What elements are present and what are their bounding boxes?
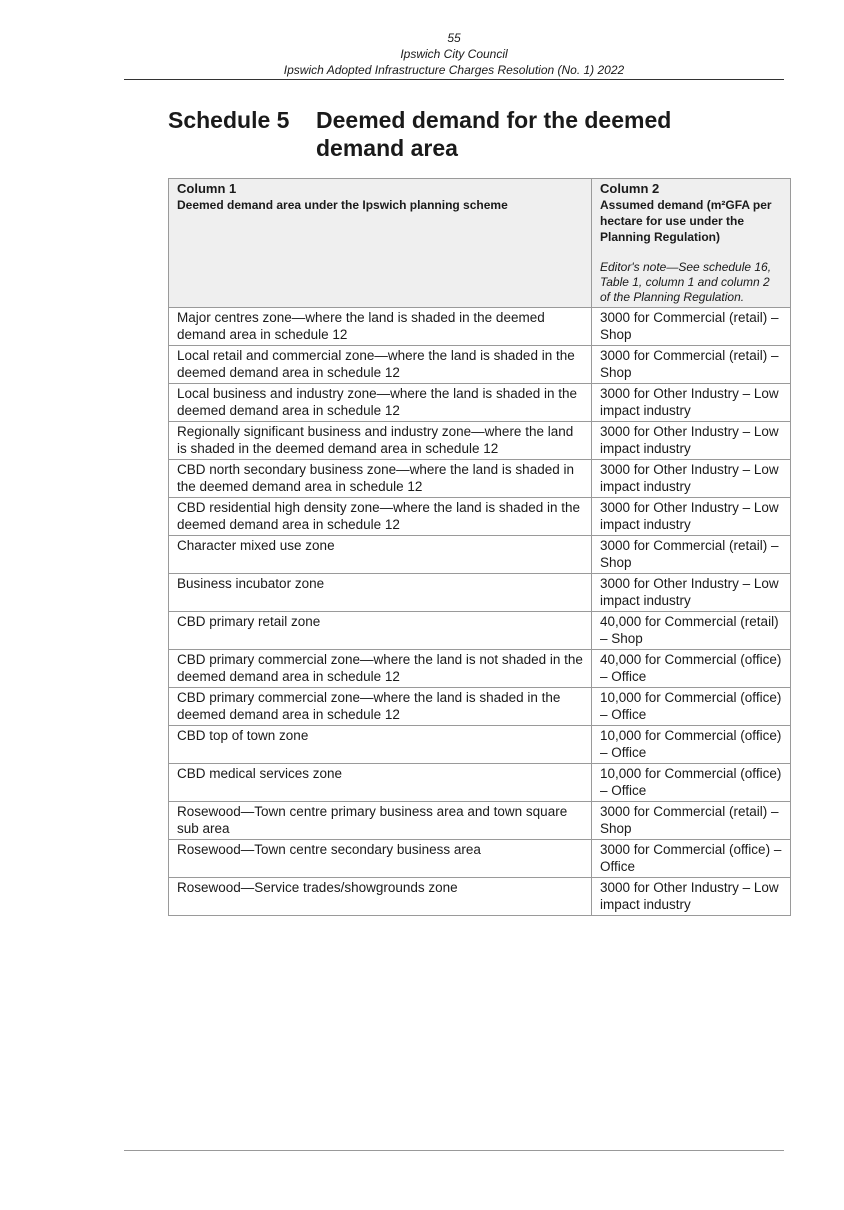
page-header	[124, 30, 784, 78]
demand-cell: 3000 for Other Industry – Low impact industry	[592, 422, 791, 460]
area-cell: Regionally significant business and industry zone—where the land is shaded in the deemed demand area in schedule 12	[169, 422, 592, 460]
table-row	[169, 802, 791, 840]
area-cell: Rosewood—Service trades/showgrounds zone	[169, 878, 592, 916]
area-cell: Local retail and commercial zone—where the land is shaded in the deemed demand area in schedule 12	[169, 346, 592, 384]
demand-cell: 3000 for Other Industry – Low impact industry	[592, 498, 791, 536]
area-cell: Character mixed use zone	[169, 536, 592, 574]
header-divider	[124, 79, 784, 80]
area-cell: CBD north secondary business zone—where the land is shaded in the deemed demand area in schedule 12	[169, 460, 592, 498]
table-row	[169, 650, 791, 688]
editors-note: Editor's note—See schedule 16, Table 1, column 1 and column 2 of the Planning Regulation.	[600, 260, 772, 304]
table-row	[169, 536, 791, 574]
table-row	[169, 878, 791, 916]
column-2-title: Column 2	[600, 181, 660, 196]
area-cell: CBD top of town zone	[169, 726, 592, 764]
table-row	[169, 726, 791, 764]
area-cell: Rosewood—Town centre secondary business area	[169, 840, 592, 878]
page-number: 55	[447, 31, 461, 45]
table-row	[169, 574, 791, 612]
demand-cell: 10,000 for Commercial (office) – Office	[592, 688, 791, 726]
demand-cell: 3000 for Commercial (retail) – Shop	[592, 802, 791, 840]
area-cell: CBD residential high density zone—where the land is shaded in the deemed demand area in schedule 12	[169, 498, 592, 536]
area-cell: CBD primary retail zone	[169, 612, 592, 650]
demand-cell: 3000 for Commercial (retail) – Shop	[592, 346, 791, 384]
area-cell: Local business and industry zone—where the land is shaded in the deemed demand area in schedule 12	[169, 384, 592, 422]
column-2-header	[592, 179, 791, 308]
column-1-title: Column 1	[177, 181, 237, 196]
demand-cell: 10,000 for Commercial (office) – Office	[592, 726, 791, 764]
table-row	[169, 764, 791, 802]
table-row	[169, 612, 791, 650]
table-row	[169, 840, 791, 878]
schedule-title: Deemed demand for the deemed demand area	[316, 107, 672, 161]
area-cell: CBD medical services zone	[169, 764, 592, 802]
column-1-subtitle: Deemed demand area under the Ipswich planning scheme	[177, 198, 508, 212]
deemed-demand-table	[168, 178, 791, 916]
demand-cell: 3000 for Other Industry – Low impact industry	[592, 878, 791, 916]
table-row	[169, 498, 791, 536]
demand-cell: 3000 for Other Industry – Low impact industry	[592, 460, 791, 498]
column-1-header	[169, 179, 592, 308]
area-cell: CBD primary commercial zone—where the land is not shaded in the deemed demand area in schedule 12	[169, 650, 592, 688]
table-row	[169, 422, 791, 460]
document-title: Ipswich Adopted Infrastructure Charges Resolution (No. 1) 2022	[283, 63, 625, 77]
demand-cell: 3000 for Other Industry – Low impact industry	[592, 574, 791, 612]
table-header-row	[169, 179, 791, 308]
area-cell: CBD primary commercial zone—where the land is shaded in the deemed demand area in schedule 12	[169, 688, 592, 726]
demand-cell: 40,000 for Commercial (office) – Office	[592, 650, 791, 688]
table-row	[169, 346, 791, 384]
demand-cell: 3000 for Commercial (retail) – Shop	[592, 536, 791, 574]
table-row	[169, 308, 791, 346]
demand-cell: 10,000 for Commercial (office) – Office	[592, 764, 791, 802]
demand-cell: 3000 for Commercial (office) – Office	[592, 840, 791, 878]
footer-divider	[124, 1150, 784, 1151]
council-name: Ipswich City Council	[400, 47, 508, 61]
area-cell: Major centres zone—where the land is shaded in the deemed demand area in schedule 12	[169, 308, 592, 346]
schedule-number: Schedule 5	[168, 107, 290, 133]
area-cell: Business incubator zone	[169, 574, 592, 612]
demand-cell: 3000 for Other Industry – Low impact industry	[592, 384, 791, 422]
table-row	[169, 384, 791, 422]
column-2-subtitle: Assumed demand (m²GFA per hectare for use under the Planning Regulation)	[600, 198, 772, 244]
demand-cell: 40,000 for Commercial (retail) – Shop	[592, 612, 791, 650]
table-row	[169, 688, 791, 726]
area-cell: Rosewood—Town centre primary business area and town square sub area	[169, 802, 592, 840]
table-row	[169, 460, 791, 498]
demand-cell: 3000 for Commercial (retail) – Shop	[592, 308, 791, 346]
